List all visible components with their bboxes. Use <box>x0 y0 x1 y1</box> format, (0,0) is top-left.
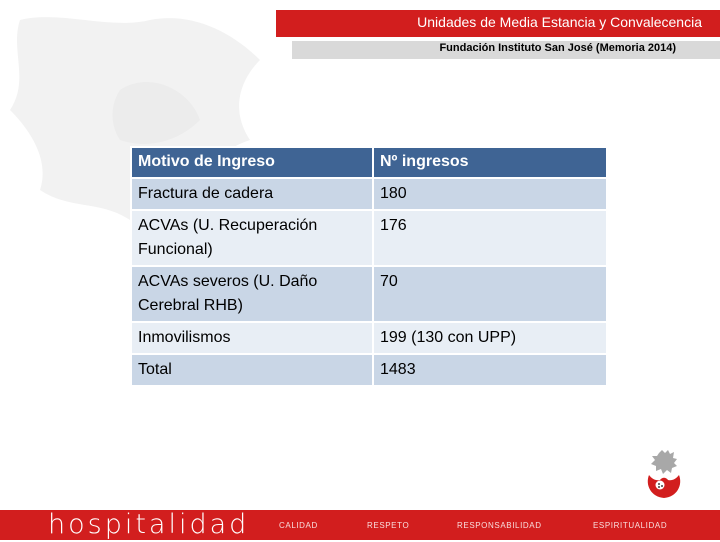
pomegranate-logo-icon <box>641 449 687 501</box>
table-cell-ingresos: 70 <box>373 266 607 322</box>
admissions-table <box>130 146 608 387</box>
subtitle-text: Fundación Instituto San José (Memoria 2014) <box>439 42 676 54</box>
table-row <box>131 354 607 386</box>
table-row <box>131 322 607 354</box>
footer-value-responsabilidad: RESPONSABILIDAD <box>457 521 542 530</box>
page-title: Unidades de Media Estancia y Convalecencia <box>276 10 720 37</box>
table-cell-motivo: Total <box>131 354 373 386</box>
footer-value-respeto: RESPETO <box>367 521 410 530</box>
footer-brand: hospitalidad <box>48 509 250 540</box>
footer-bar <box>0 510 720 540</box>
table-cell-motivo: ACVAs severos (U. Daño Cerebral RHB) <box>131 266 373 322</box>
table-row <box>131 178 607 210</box>
table-cell-ingresos: 1483 <box>373 354 607 386</box>
table-header-row <box>131 147 607 178</box>
footer-value-calidad: CALIDAD <box>279 521 318 530</box>
column-header-ingresos: Nº ingresos <box>373 147 607 178</box>
table-cell-ingresos: 176 <box>373 210 607 266</box>
column-header-motivo: Motivo de Ingreso <box>131 147 373 178</box>
table-cell-ingresos: 180 <box>373 178 607 210</box>
footer-value-espiritualidad: ESPIRITUALIDAD <box>593 521 668 530</box>
page-subtitle <box>292 38 720 59</box>
table-cell-motivo: Inmovilismos <box>131 322 373 354</box>
divider <box>292 38 720 41</box>
table-row <box>131 266 607 322</box>
table-row <box>131 210 607 266</box>
table-cell-ingresos: 199 (130 con UPP) <box>373 322 607 354</box>
table-cell-motivo: Fractura de cadera <box>131 178 373 210</box>
table-cell-motivo: ACVAs (U. Recuperación Funcional) <box>131 210 373 266</box>
